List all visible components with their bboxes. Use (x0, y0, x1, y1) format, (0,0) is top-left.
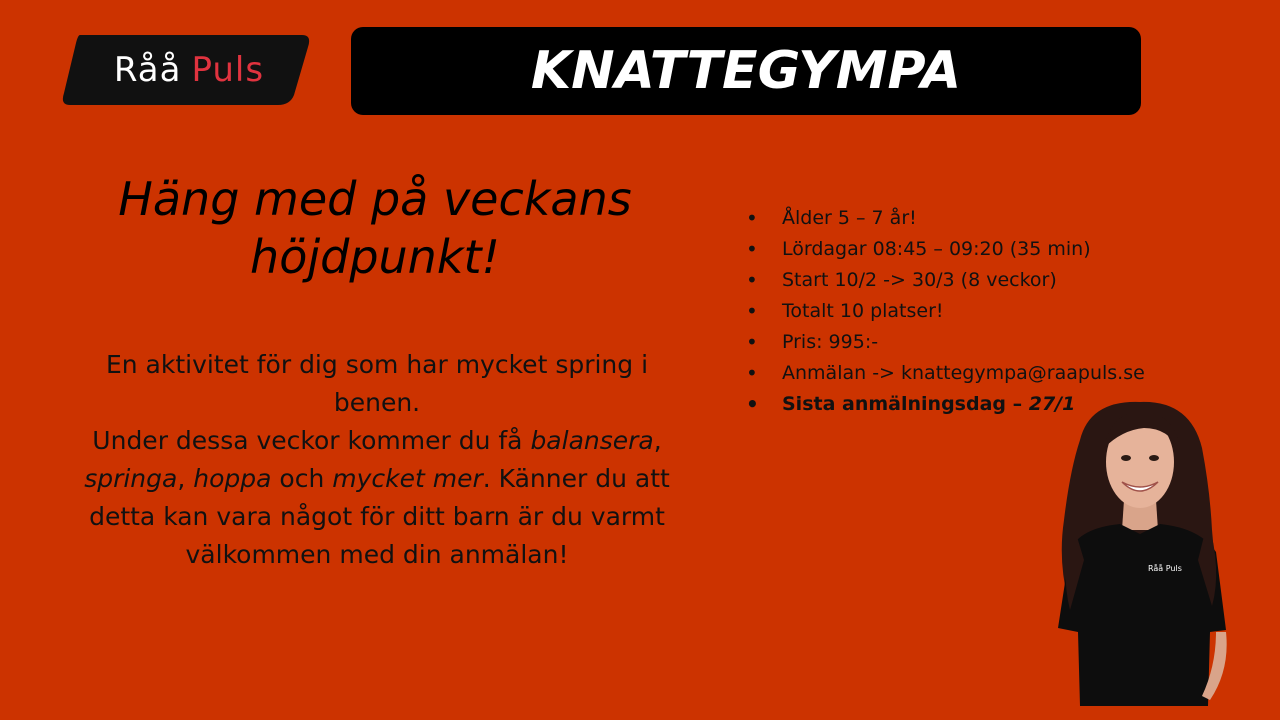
logo-text-puls: Puls (191, 50, 265, 90)
fact-start: • Start 10/2 -> 30/3 (8 veckor) (742, 265, 1182, 296)
description (62, 346, 692, 574)
separator-1: , (653, 426, 662, 455)
deadline-label: Sista anmälningsdag – (782, 393, 1029, 415)
fact-spots: • Totalt 10 platser! (742, 296, 1182, 327)
fact-schedule: • Lördagar 08:45 – 09:20 (35 min) (742, 234, 1182, 265)
logo-text-raa: Råå (113, 50, 182, 90)
headline (70, 170, 680, 286)
separator-2: , (177, 464, 194, 493)
deadline-date: 27/1 (1028, 393, 1076, 415)
instructor-illustration (1040, 400, 1240, 706)
description-sentence-1: En aktivitet för dig som har mycket spring i benen. (105, 350, 649, 417)
activity-mycket-mer: mycket mer (332, 464, 483, 493)
activity-hoppa: hoppa (193, 464, 272, 493)
page-title: KNATTEGYMPA (530, 41, 962, 101)
shirt-logo: Råå Puls (1148, 564, 1182, 573)
description-sentence-2-end: . Känner du att detta kan vara något för ditt barn är du varmt välkommen med din anmälan! (89, 464, 670, 569)
title-banner (351, 27, 1141, 115)
instructor-photo (1040, 400, 1240, 706)
activity-balansera: balansera (530, 426, 654, 455)
fact-age: • Ålder 5 – 7 år! (742, 203, 1182, 234)
facts-list (742, 203, 1182, 420)
fact-signup-email: • Anmälan -> knattegympa@raapuls.se (742, 358, 1182, 389)
headline-line-1: Häng med på veckans (118, 172, 632, 226)
logo-text (62, 33, 310, 107)
fact-price: • Pris: 995:- (742, 327, 1182, 358)
raa-puls-logo (62, 33, 310, 107)
description-sentence-2-start: Under dessa veckor kommer du få (92, 426, 531, 455)
headline-line-2: höjdpunkt! (250, 230, 500, 284)
activity-springa: springa (84, 464, 178, 493)
conjunction: och (271, 464, 333, 493)
